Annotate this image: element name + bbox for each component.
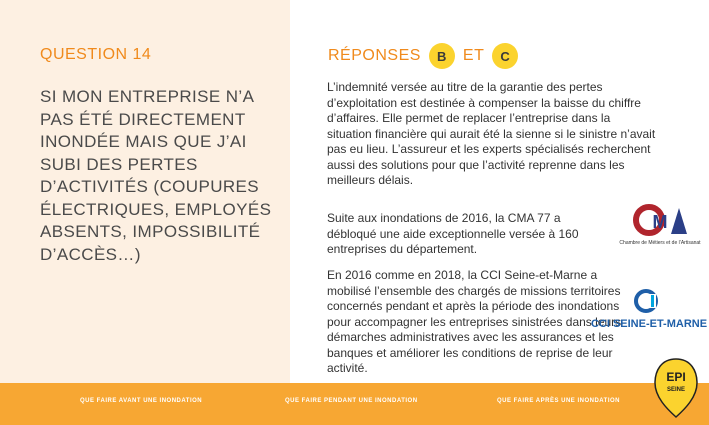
footer-during-link[interactable]: QUE FAIRE PENDANT UNE INONDATION [285,398,418,404]
footer-bar [0,383,709,425]
cma-caption: Chambre de Métiers et de l’Artisanat [619,240,701,246]
answers-label: RÉPONSES [328,47,421,64]
question-text: SI MON ENTREPRISE N’A PAS ÉTÉ DIRECTEMENT INONDÉE MAIS QUE J’AI SUBI DES PERTES D’ACTIVITÉS (COUPURES ÉLECTRIQUES, EMPLOYÉS ABSENTS, IMPOSSIBILITÉ D’ACCÈS…) [40,87,272,264]
epi-top-text: EPI [666,370,686,384]
question-number: QUESTION 14 [40,46,152,63]
cma-logo [619,200,701,266]
epi-seine-logo [651,357,701,419]
footer-before-link[interactable]: QUE FAIRE AVANT UNE INONDATION [80,398,203,404]
cci-logo [590,288,708,336]
answer-paragraph-2: Suite aux inondations de 2016, la CMA 77 a débloqué une aide exceptionnelle versée à 160 entreprises du département. [327,211,579,256]
cci-name: CCI SEINE-ET-MARNE [590,318,708,330]
answer-badge-b: B [429,43,455,69]
footer-after-link[interactable]: QUE FAIRE APRÈS UNE INONDATION [497,398,621,404]
svg-text:M: M [652,212,668,232]
epi-bottom-text: SEINE [666,387,686,393]
answer-paragraph-3: En 2016 comme en 2018, la CCI Seine-et-Marne a mobilisé l’ensemble des chargés de missions territoires concernés pendant et après la période des inondations pour accompagner les entreprises sinistrées dans leurs démarches administratives avec les assurances et les banques et améliorer les conditions de reprise de leur activité. [327,268,622,375]
answers-connector: ET [462,47,485,64]
answer-paragraph-1: L’indemnité versée au titre de la garantie des pertes d’exploitation est destinée à compenser la baisse du chiffre d’affaires. Elle permet de replacer l’entreprise dans la situation financière qui aurait été la sienne si le sinistre n’avait pas eu lieu. L’assureur et les experts spécialisés recherchent aussi des solutions pour que l’activité reprenne dans les meilleurs délais. [327,80,656,187]
answers-heading [328,43,526,69]
answer-badge-c: C [492,43,518,69]
